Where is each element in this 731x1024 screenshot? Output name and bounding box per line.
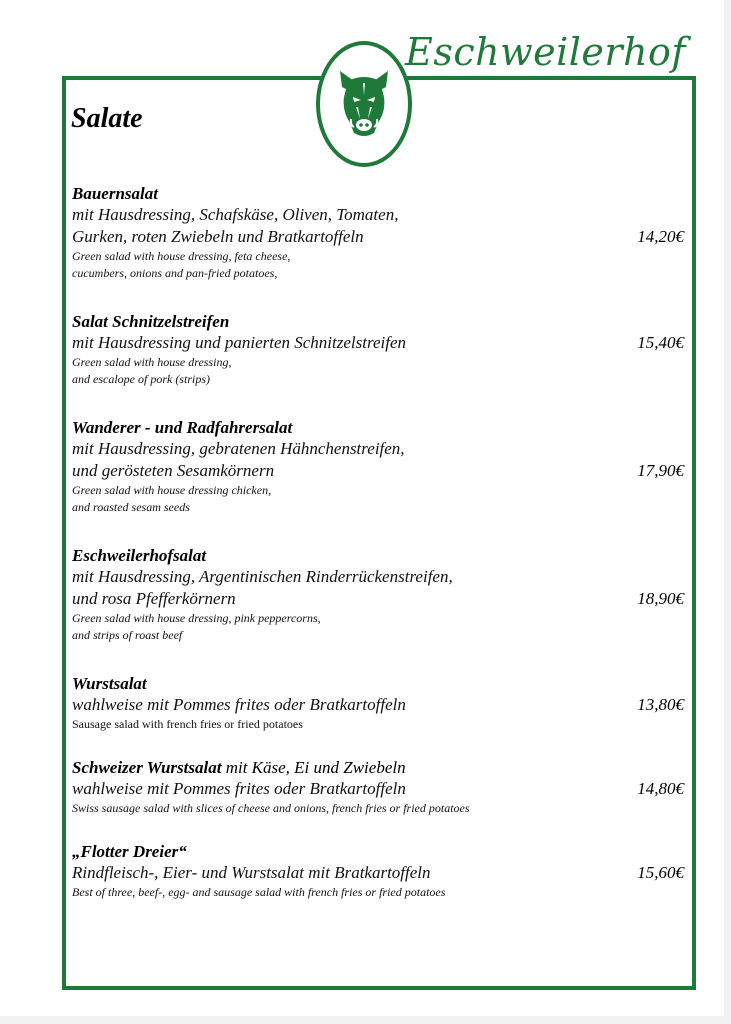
menu-item-salat-schnitzelstreifen [72, 311, 687, 388]
item-title: Wurstsalat [72, 674, 147, 693]
item-title: „Flotter Dreier“ [72, 842, 187, 861]
item-description-de: mit Hausdressing, gebratenen Hähnchenstreifen, [72, 439, 405, 458]
item-description-en: and strips of roast beef [72, 628, 183, 642]
item-description-de: Rindfleisch-, Eier- und Wurstsalat mit Bratkartoffeln [72, 863, 431, 882]
section-title: Salate [71, 103, 143, 134]
item-description-en: cucumbers, onions and pan-fried potatoes, [72, 266, 278, 280]
item-title: Eschweilerhofsalat [72, 546, 207, 565]
item-title: Bauernsalat [72, 184, 158, 203]
menu-item-flotter-dreier [72, 841, 687, 901]
item-description-en: Green salad with house dressing, [72, 355, 232, 369]
logo [320, 45, 408, 163]
item-title: Wanderer - und Radfahrersalat [72, 418, 293, 437]
item-price: 15,60€ [637, 863, 684, 882]
menu-item-wanderer-radfahrersalat [72, 417, 687, 516]
item-title-row [72, 757, 687, 778]
menu-item-eschweilerhofsalat [72, 545, 687, 644]
item-price: 13,80€ [637, 695, 684, 714]
item-description-de: wahlweise mit Pommes frites oder Bratkartoffeln [72, 695, 406, 714]
item-description-de: mit Hausdressing, Argentinischen Rinderrückenstreifen, [72, 567, 453, 586]
item-description-en: Swiss sausage salad with slices of cheese and onions, french fries or fried potatoes [72, 801, 470, 815]
item-price: 17,90€ [637, 461, 684, 480]
item-description-de: und rosa Pfefferkörnern [72, 589, 236, 608]
item-description-de: mit Hausdressing, Schafskäse, Oliven, Tomaten, [72, 205, 399, 224]
item-description-en: Green salad with house dressing, pink peppercorns, [72, 611, 321, 625]
item-description-de: und gerösteten Sesamkörnern [72, 461, 275, 480]
item-description-en: Green salad with house dressing, feta cheese, [72, 249, 291, 263]
item-description-en: Sausage salad with french fries or fried potatoes [72, 717, 303, 731]
item-description-en: and roasted sesam seeds [72, 500, 190, 514]
item-title: Salat Schnitzelstreifen [72, 312, 230, 331]
item-description-en: and escalope of pork (strips) [72, 372, 210, 386]
item-price: 15,40€ [637, 333, 684, 352]
menu-list [72, 183, 687, 930]
item-description-en: Green salad with house dressing chicken, [72, 483, 272, 497]
item-title-suffix: mit Käse, Ei und Zwiebeln [221, 758, 406, 777]
item-description-en: Best of three, beef-, egg- and sausage salad with french fries or fried potatoes [72, 885, 446, 899]
item-price: 14,20€ [637, 227, 684, 246]
item-price: 18,90€ [637, 589, 684, 608]
brand-name: Eschweilerhof [405, 30, 686, 74]
item-description-de: wahlweise mit Pommes frites oder Bratkartoffeln [72, 779, 406, 798]
menu-item-wurstsalat [72, 673, 687, 733]
menu-item-schweizer-wurstsalat [72, 757, 687, 817]
menu-item-bauernsalat [72, 183, 687, 282]
item-title: Schweizer Wurstsalat [72, 758, 222, 777]
item-price: 14,80€ [637, 779, 684, 798]
boar-head-icon [336, 67, 392, 141]
item-description-de: mit Hausdressing und panierten Schnitzelstreifen [72, 333, 406, 352]
item-description-de: Gurken, roten Zwiebeln und Bratkartoffeln [72, 227, 364, 246]
